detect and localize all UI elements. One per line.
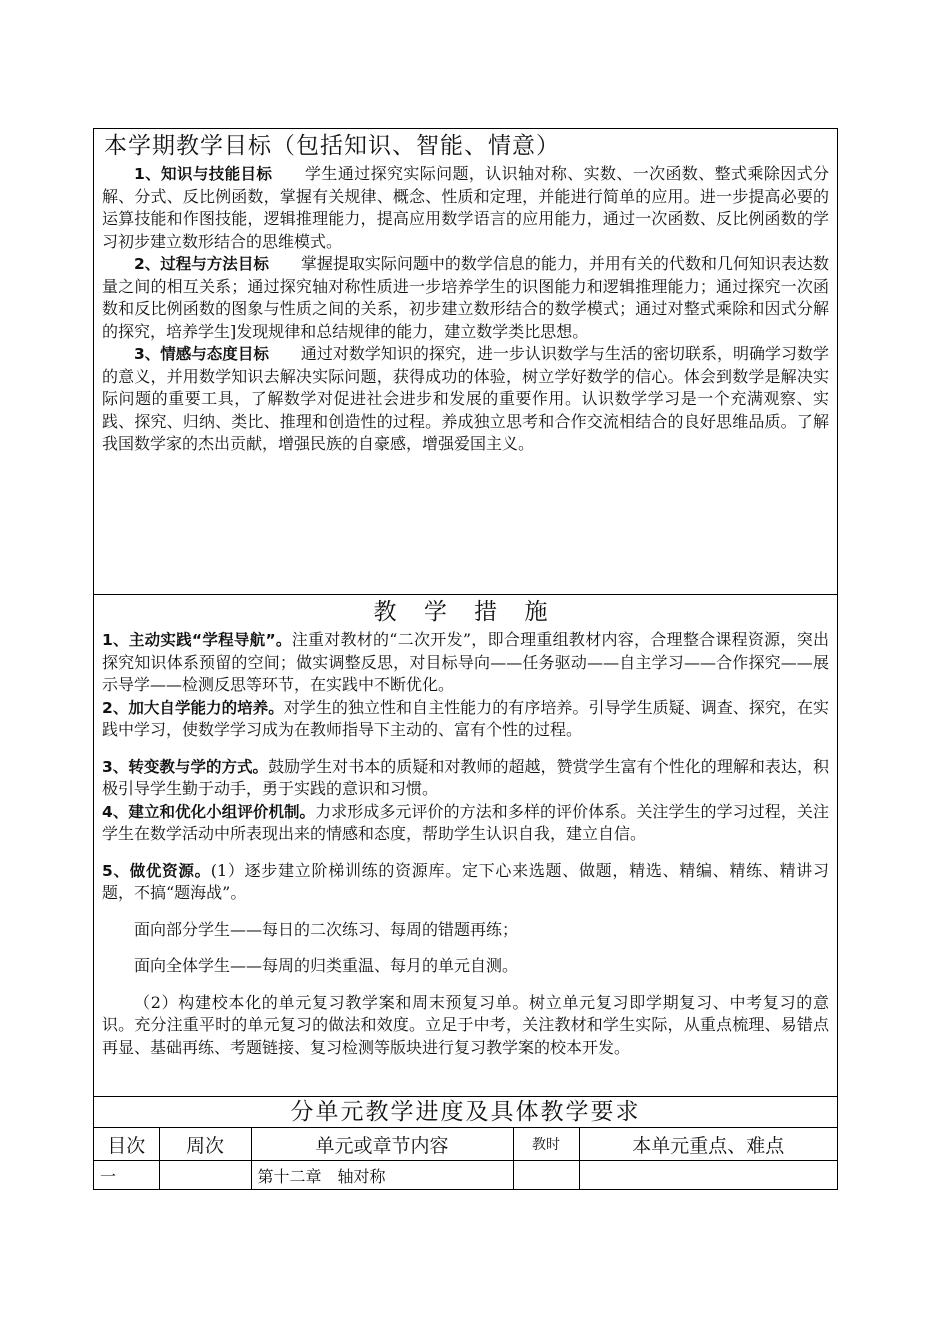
header-cell-keypoints: 本单元重点、难点: [579, 1128, 837, 1161]
table-row: [94, 1161, 837, 1190]
row-keypoints: [579, 1161, 837, 1190]
goals-title: 本学期教学目标（包括知识、智能、情意）: [104, 133, 560, 159]
spacer: [102, 978, 829, 992]
measure-2: [102, 697, 829, 742]
measures-body: [94, 629, 837, 1059]
goal-heading-3: 3、情感与态度目标: [134, 345, 269, 363]
schedule-title: 分单元教学进度及具体教学要求: [94, 1097, 837, 1128]
measure-sub-3: （2）构建校本化的单元复习教学案和周末预复习单。树立单元复习即学期复习、中考复习的意识。充分注重平时的单元复习的做法和效度。立足于中考，关注教材和学生实际，从重点梳理、易错点再显、基础再练、考题链接、复习检测等版块进行复习教学案的校本开发。: [102, 992, 829, 1057]
goal-heading-2: 2、过程与方法目标: [134, 255, 269, 273]
measure-4: [102, 801, 829, 846]
row-hours: [513, 1161, 579, 1190]
measure-sub-2: 面向全体学生——每周的归类重温、每月的单元自测。: [134, 956, 519, 975]
schedule-header-row: [94, 1128, 837, 1161]
goals-body: [94, 163, 837, 456]
measure-heading-4: 4、建立和优化小组评价机制。: [102, 802, 316, 821]
goal-paragraph-1: [102, 163, 829, 253]
goal-paragraph-3: [102, 343, 829, 456]
goal-paragraph-2: [102, 253, 829, 343]
measure-3: [102, 756, 829, 801]
measure-text-2: 对学生的独立性和自主性能力的有序培养。引导学生质疑、调查、探究，在实践中学习，使数学学习成为在教师指导下主动的、富有个性的过程。: [102, 697, 829, 739]
row-week: [159, 1161, 251, 1190]
spacer: [102, 846, 829, 860]
measure-1: [102, 629, 829, 697]
spacer: [102, 742, 829, 756]
header-cell-order: 目次: [94, 1128, 159, 1161]
measure-text-3: 鼓励学生对书本的质疑和对教师的超越，赞赏学生富有个性化的理解和表达，积极引导学生勤于动手，勇于实践的意识和习惯。: [102, 756, 829, 798]
measure-text-5: (1）逐步建立阶梯训练的资源库。定下心来选题、做题，精选、精编、精练、精讲习题，不搞“题海战”。: [102, 860, 829, 902]
header-cell-content: 单元或章节内容: [251, 1128, 513, 1161]
measure-heading-5: 5、做优资源。: [102, 861, 211, 880]
goal-text-1: 学生通过探究实际问题，认识轴对称、实数、一次函数、整式乘除因式分解、分式、反比例函数，掌握有关规律、概念、性质和定理，并能进行简单的应用。进一步提高必要的运算技能和作图技能，逻辑推理能力，提高应用数学语言的应用能力，通过一次函数、反比例函数的学习初步建立数形结合的思维模式。: [102, 164, 829, 251]
measure-heading-2: 2、加大自学能力的培养。: [102, 698, 284, 717]
goals-section: [93, 128, 838, 594]
spacer: [102, 905, 829, 919]
schedule-section: [93, 1096, 838, 1190]
header-cell-week: 周次: [159, 1128, 251, 1161]
row-order: 一: [94, 1161, 159, 1190]
measure-text-4: 力求形成多元评价的方法和多样的评价体系。关注学生的学习过程，关注学生在数学活动中所表现出来的情感和态度，帮助学生认识自我，建立自信。: [102, 801, 829, 843]
measures-title: 教 学 措 施: [373, 599, 558, 625]
goal-text-2: 掌握提取实际问题中的数学信息的能力，并用有关的代数和几何知识表达数量之间的相互关系；通过探究轴对称性质进一步培养学生的识图能力和逻辑推理能力；通过探究一次函数和反比例函数的图象与性质之间的关系，初步建立数形结合的数学模式；通过对整式乘除和因式分解的探究，培养学生]发现规律和总结规律的能力，建立数学类比思想。: [102, 254, 829, 341]
measure-heading-3: 3、转变教与学的方式。: [102, 757, 269, 776]
row-content: 第十二章 轴对称: [251, 1161, 513, 1190]
measure-sub-1: 面向部分学生——每日的二次练习、每周的错题再练；: [134, 919, 519, 939]
measures-section: [93, 594, 838, 1096]
measure-text-1: 注重对教材的“二次开发”，即合理重组教材内容，合理整合课程资源，突出探究知识体系预留的空间；做实调整反思，对目标导向——任务驱动——自主学习——合作探究——展示导学——检测反思等环节，在实践中不断优化。: [102, 630, 829, 694]
document-sheet: [93, 128, 838, 1190]
goal-text-3: 通过对数学知识的探究，进一步认识数学与生活的密切联系，明确学习数学的意义，并用数学知识去解决实际问题，获得成功的体验，树立学好数学的信心。体会到数学是解决实际问题的重要工具，了解数学对促进社会进步和发展的重要作用。认识数学学习是一个充满观察、实践、探究、归纳、类比、推理和创造性的过程。养成独立思考和合作交流相结合的良好思维品质。了解我国数学家的杰出贡献，增强民族的自豪感，增强爱国主义。: [102, 344, 829, 453]
spacer: [102, 941, 829, 955]
measure-heading-1: 1、主动实践“学程导航”。: [102, 631, 292, 649]
measure-5: [102, 860, 829, 905]
goal-heading-1: 1、知识与技能目标: [134, 165, 273, 183]
header-cell-hours: 教时: [513, 1128, 579, 1161]
schedule-table: [94, 1128, 837, 1189]
